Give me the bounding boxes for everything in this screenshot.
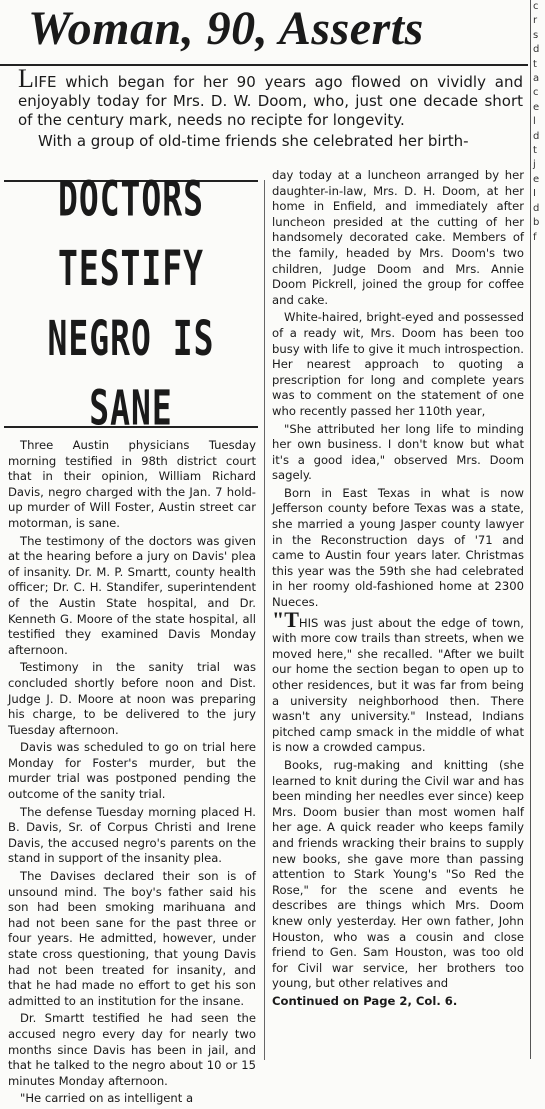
strip-char: f	[533, 231, 537, 243]
story-subsection-text: HIS was just about the edge of town, with more cow trails than streets, when we moved here," she recalled. "After we built our home the section began to open up to other residences, but it was far from being a university neighborhood then. There wasn't any university." Instead, Indians pitched camp smack in the middle of what is now a crowded campus.	[272, 615, 524, 755]
strip-char: c	[533, 1, 539, 12]
headline-rule	[0, 64, 528, 66]
strip-char: c	[533, 87, 539, 99]
adjacent-column-fragment	[530, 0, 545, 1059]
inset-headline-line-1: DOCTORS TESTIFY	[57, 170, 205, 297]
strip-char: d	[533, 202, 540, 214]
drop-cap: L	[18, 64, 34, 93]
inset-paragraph: Dr. Smartt testified he had seen the accused negro every day for nearly two months since Davis has been in jail, and that he talked to the negro about 10 or 15 minutes Monday afternoon.	[8, 1011, 256, 1088]
strip-char: e	[533, 101, 540, 113]
continued-jump-line: Continued on Page 2, Col. 6.	[272, 993, 458, 1008]
inset-paragraph: Testimony in the sanity trial was concluded shortly before noon and Dist. Judge J. D. Moore at noon was preparing his charge, to be delivered to the jury Tuesday afternoon.	[8, 660, 256, 737]
strip-char: j	[533, 159, 536, 171]
inset-paragraph: The testimony of the doctors was given at the hearing before a jury on Davis' plea of insanity. Dr. M. P. Smartt, county health officer; Dr. C. H. Standifer, superintendent of the Austin State hospital, and Dr. Kenneth G. Moore of the state hospital, all testified they examined Davis Monday afternoon.	[8, 533, 256, 657]
strip-char: t	[533, 145, 537, 157]
story-paragraph: White-haired, bright-eyed and possessed of a ready wit, Mrs. Doom has been too busy with life to give it much introspection. Her nearest approach to quoting a prescription for long and complete years was to comment on the statement of one who recently passed her 110th year,	[272, 310, 524, 418]
inset-headline	[0, 165, 262, 443]
inset-paragraph: The Davises declared their son is of unsound mind. The boy's father said his son had been smoking marihuana and had not been sane for the past three or four years. He admitted, however, under state cross questioning, that young Davis had not been treated for insanity, and that he had made no effort to get his son admitted to an institution for the insane.	[8, 869, 256, 1008]
strip-char: d	[533, 44, 540, 56]
headline: Woman, 90, Asserts	[28, 2, 424, 55]
strip-char: s	[533, 29, 539, 41]
sub-drop-cap: "T	[272, 606, 299, 632]
story-column	[268, 168, 530, 1011]
strip-char: I	[533, 188, 536, 200]
strip-char: l	[533, 116, 536, 128]
strip-char: e	[533, 173, 540, 185]
lead-para-2: With a group of old-time friends she celebrated her birth-	[38, 132, 469, 150]
inset-paragraph: Three Austin physicians Tuesday morning testified in 98th district court that in their opinion, William Richard Davis, negro charged with the Jan. 7 hold-up murder of Will Foster, Austin street car motorman, is sane.	[8, 438, 256, 530]
story-paragraph: Born in East Texas in what is now Jefferson county before Texas was a state, she married a young Jasper county lawyer in the Reconstruction days of '71 and came to Austin four years later. Christmas this year was the 59th she had celebrated in her roomy old-fashioned home at 2300 Nueces.	[272, 485, 524, 610]
strip-char: r	[533, 15, 538, 27]
inset-paragraph: "He carried on as intelligent a	[20, 1091, 194, 1106]
inset-paragraph: The defense Tuesday morning placed H. B. Davis, Sr. of Corpus Christi and Irene Davis, the accused negro's parents on the stand in support of the insanity plea.	[8, 804, 256, 866]
strip-char: t	[533, 58, 537, 70]
inset-article	[0, 170, 262, 1109]
inset-paragraph: Davis was scheduled to go on trial here Monday for Foster's murder, but the murder trial was postponed pending the outcome of the sanity trial.	[8, 740, 256, 802]
strip-char: d	[533, 130, 540, 142]
story-subsection	[272, 606, 524, 756]
lead-text: IFE which began for her 90 years ago flowed on vividly and enjoyably today for Mrs. D. W. Doom, who, just one decade short of the century mark, needs no recipte for longevity.	[18, 73, 523, 129]
inset-headline-line-2: NEGRO IS SANE	[47, 309, 215, 436]
story-paragraph: "She attributed her long life to minding her own business. I don't know but what it's a good idea," observed Mrs. Doom sagely.	[272, 421, 524, 483]
story-paragraph: Books, rug-making and knitting (she learned to knit during the Civil war and has been minding her needles ever since) keep Mrs. Doom busier than most women half her age. A quick reader who keeps family and friends wracking their brains to supply new books, she gave more than passing attention to Stark Young's "So Red the Rose," for the scene and events he describes are things which Mrs. Doom knew only yesterday. Her own father, John Houston, who was a cousin and close friend to Gen. Sam Houston, was too old for Civil war service, her brothers too young, but other relatives and	[272, 757, 524, 991]
strip-char: b	[533, 217, 540, 229]
column-divider	[264, 180, 265, 1060]
lead-paragraphs	[18, 64, 523, 153]
story-paragraph: day today at a luncheon arranged by her daughter-in-law, Mrs. D. H. Doom, at her home in Enfield, and immediately after luncheon presided at the cutting of her handsomely decorated cake. Members of the family, headed by Mrs. Doom's two children, Judge Doom and Mrs. Annie Doom Pickrell, joined the group for coffee and cake.	[272, 168, 524, 307]
story-body	[268, 168, 530, 1009]
lead-para-1	[18, 64, 523, 130]
inset-body	[0, 438, 262, 1107]
strip-char: a	[533, 73, 540, 85]
